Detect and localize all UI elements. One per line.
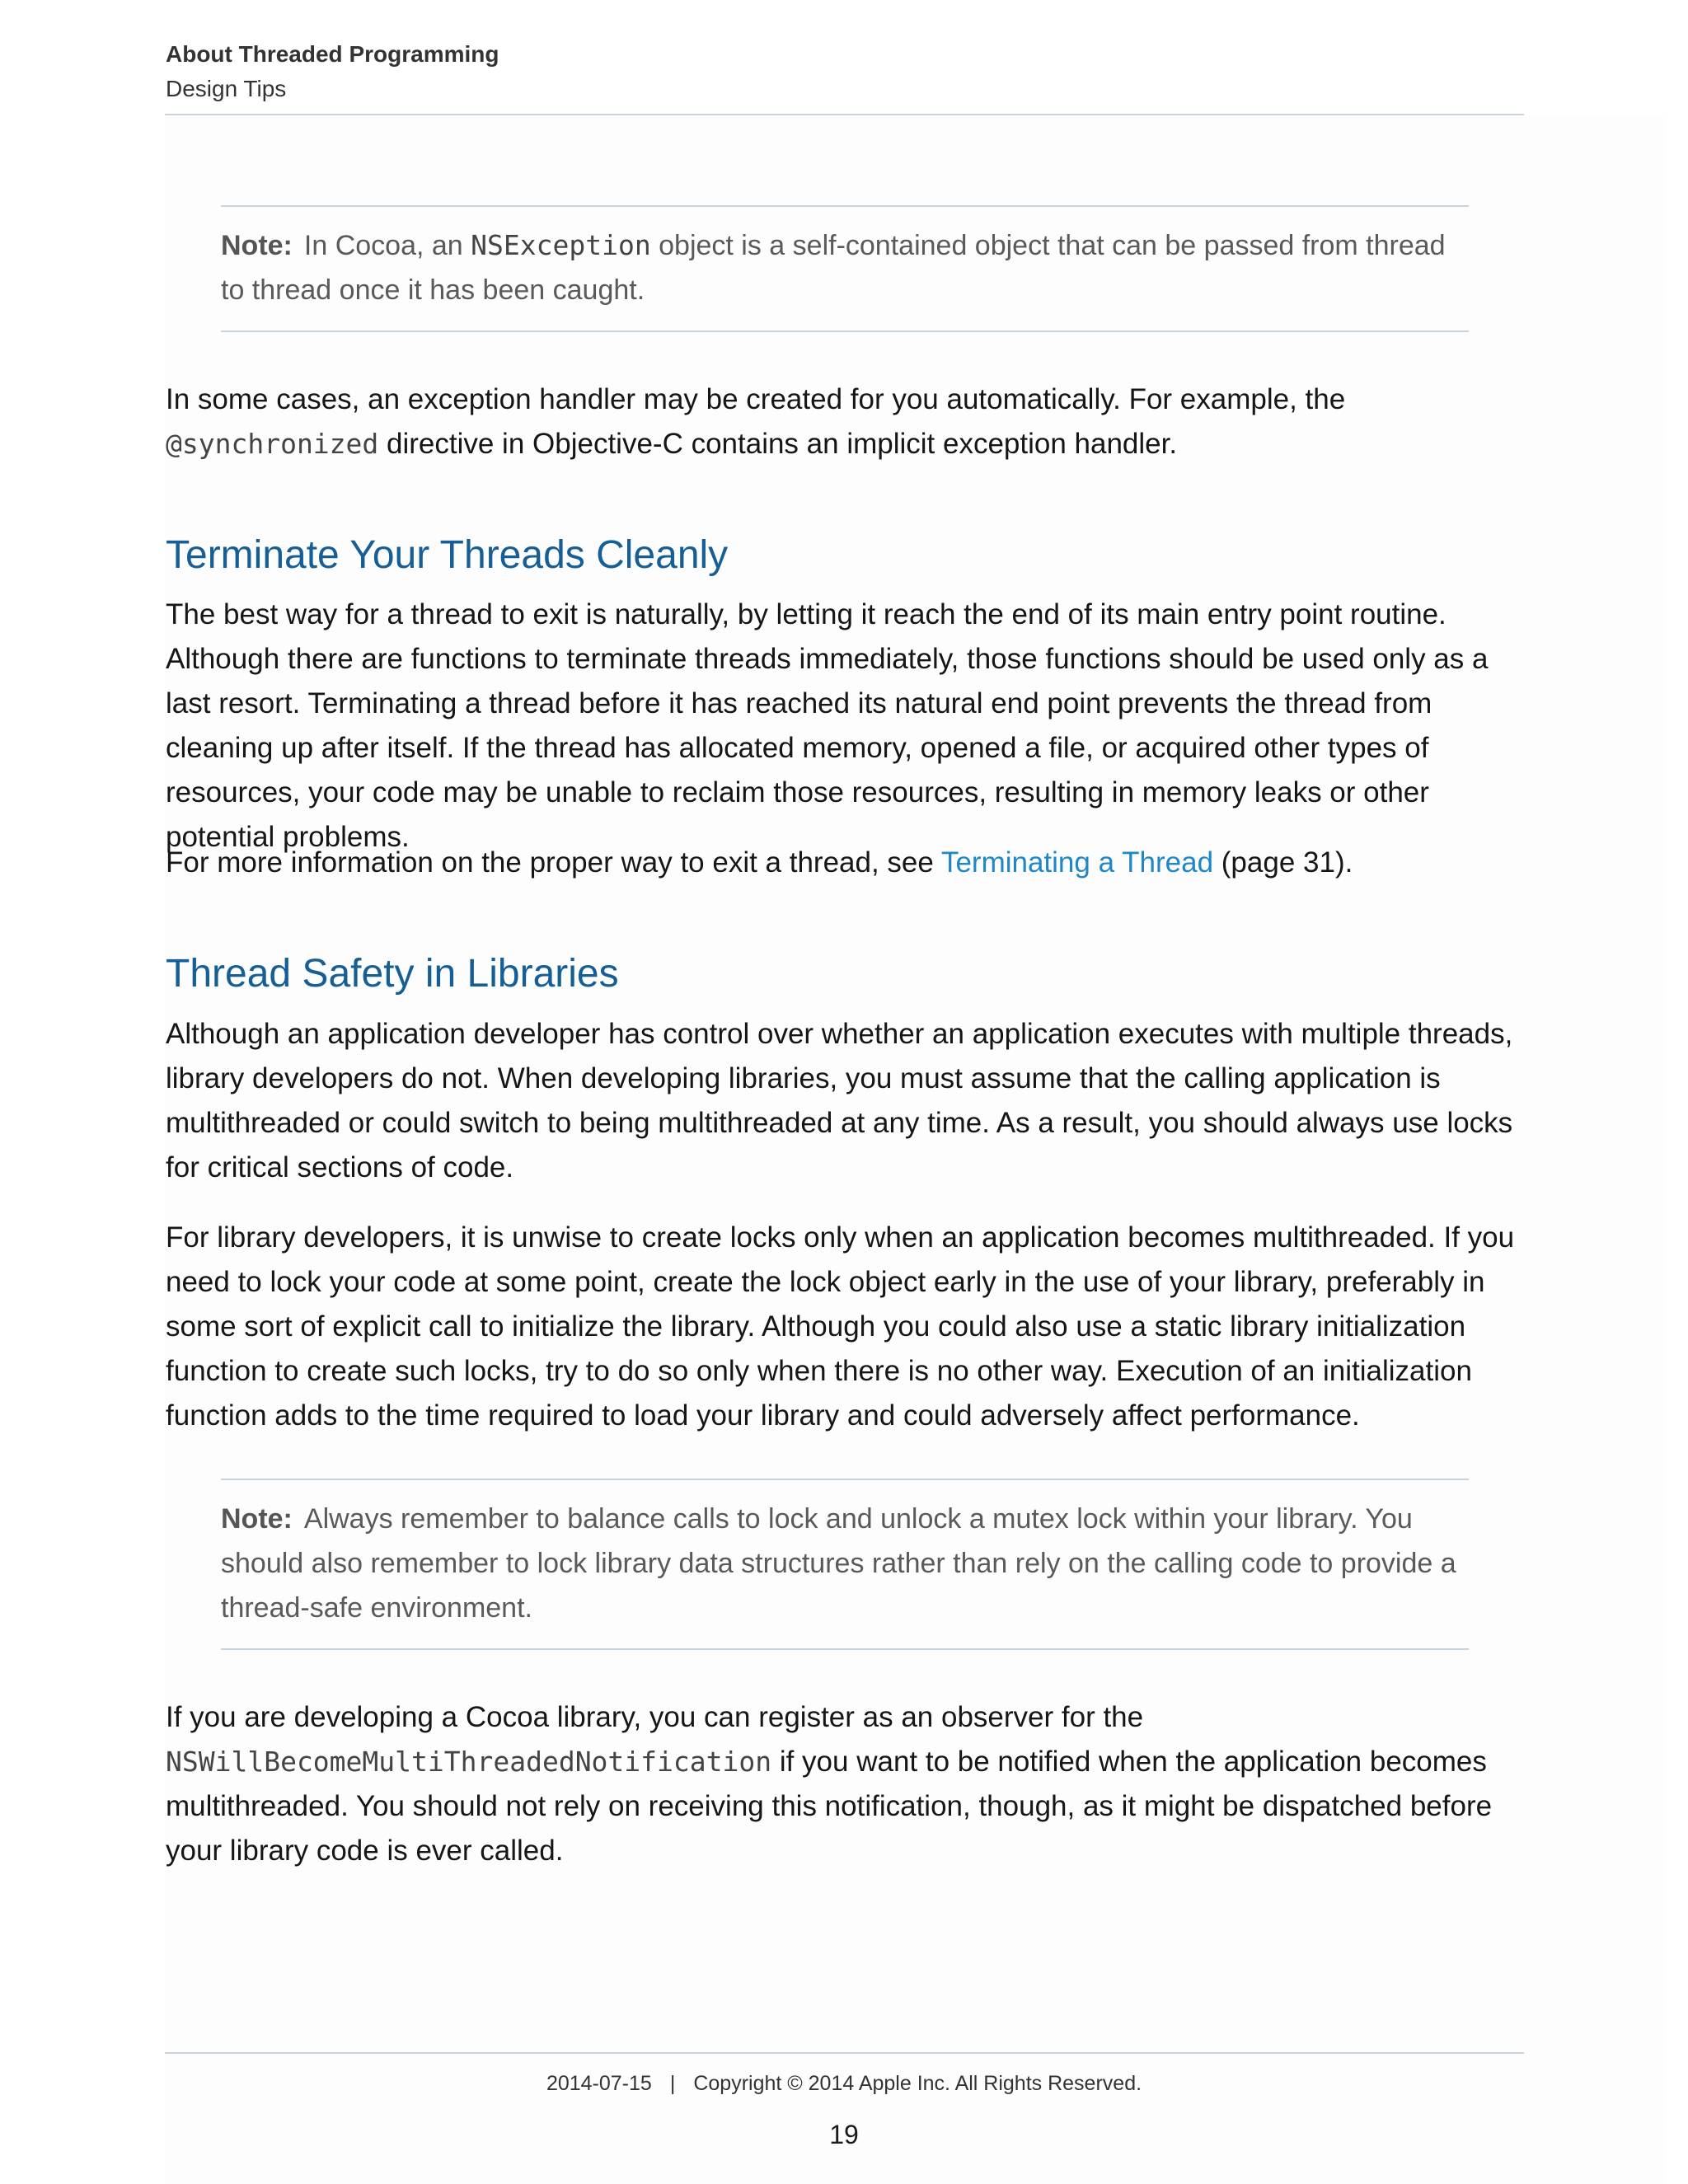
- paragraph-exception-handler: [166, 377, 1526, 466]
- code-synchronized: @synchronized: [166, 428, 379, 460]
- note-box-mutex: [221, 1479, 1469, 1650]
- note-label: Note:: [221, 230, 293, 261]
- note-text: object is a self-contained object that can be passed from thread to thread once it has been caught.: [221, 230, 1446, 306]
- chapter-title: About Threaded Programming: [166, 41, 499, 67]
- footer-separator: |: [669, 2072, 676, 2095]
- paragraph-cocoa-library: [166, 1695, 1526, 1873]
- header-rule: [165, 114, 1524, 115]
- page-number: 19: [829, 2120, 859, 2149]
- paragraph-text: For more information on the proper way to exit a thread, see: [166, 846, 941, 879]
- paragraph-library-locks: [166, 1216, 1526, 1438]
- paragraph-text: Although an application developer has control over whether an application executes with multiple threads, library developers do not. When developing libraries, you must assume that the calling application is multithreaded or could switch to being multithreaded at any time. As a result, you should always use locks for critical sections of code.: [166, 1018, 1513, 1183]
- paragraph-text: If you are developing a Cocoa library, you can register as an observer for the: [166, 1701, 1144, 1733]
- page-footer: [0, 2070, 1688, 2097]
- paragraph-text: (page 31).: [1213, 846, 1353, 879]
- note-box-exception: [221, 205, 1469, 332]
- footer-rule: [165, 2052, 1524, 2054]
- note-text: In Cocoa, an: [303, 230, 471, 261]
- paragraph-library-developers: [166, 1012, 1526, 1190]
- heading-thread-safety-libraries: Thread Safety in Libraries: [166, 952, 619, 996]
- code-nsexception: NSException: [471, 229, 651, 261]
- paragraph-text: The best way for a thread to exit is naturally, by letting it reach the end of its main entry point routine. Although there are functions to terminate threads immediately, those functions should be used only as a last resort. Terminating a thread before it has reached its natural end point prevents the thread from cleaning up after itself. If the thread has allocated memory, opened a file, or acquired other types of resources, your code may be unable to reclaim those resources, resulting in memory leaks or other potential problems.: [166, 598, 1489, 853]
- paragraph-text: For library developers, it is unwise to create locks only when an application becomes multithreaded. If you need to lock your code at some point, create the lock object early in the use of your library, preferably in some sort of explicit call to initialize the library. Although you could also use a static library initialization function to create such locks, try to do so only when there is no other way. Execution of an initialization function adds to the time required to load your library and could adversely affect performance.: [166, 1221, 1515, 1432]
- page-header: [166, 40, 1524, 104]
- paragraph-text: In some cases, an exception handler may be created for you automatically. For example, the: [166, 383, 1346, 415]
- heading-terminate-threads: Terminate Your Threads Cleanly: [166, 533, 729, 577]
- code-notification-name: NSWillBecomeMultiThreadedNotification: [166, 1746, 772, 1778]
- link-terminating-a-thread[interactable]: Terminating a Thread: [940, 846, 1214, 879]
- paragraph-text: if you want to be notified when the application becomes multithreaded. You should not rely on receiving this notification, though, as it might be dispatched before your library code is ever called.: [166, 1746, 1493, 1867]
- section-title: Design Tips: [166, 76, 287, 101]
- note-text: Always remember to balance calls to lock and unlock a mutex lock within your library. You should also remember to lock library data structures rather than rely on the calling code to provide a thread-safe environment.: [221, 1503, 1456, 1624]
- note-label: Note:: [221, 1503, 293, 1535]
- paragraph-text: directive in Objective-C contains an implicit exception handler.: [378, 428, 1178, 460]
- paragraph-terminate-threads: [166, 593, 1526, 860]
- footer-copyright: Copyright © 2014 Apple Inc. All Rights Reserved.: [693, 2072, 1142, 2095]
- footer-date: 2014-07-15: [546, 2072, 652, 2095]
- paragraph-terminate-reference: [166, 841, 1526, 885]
